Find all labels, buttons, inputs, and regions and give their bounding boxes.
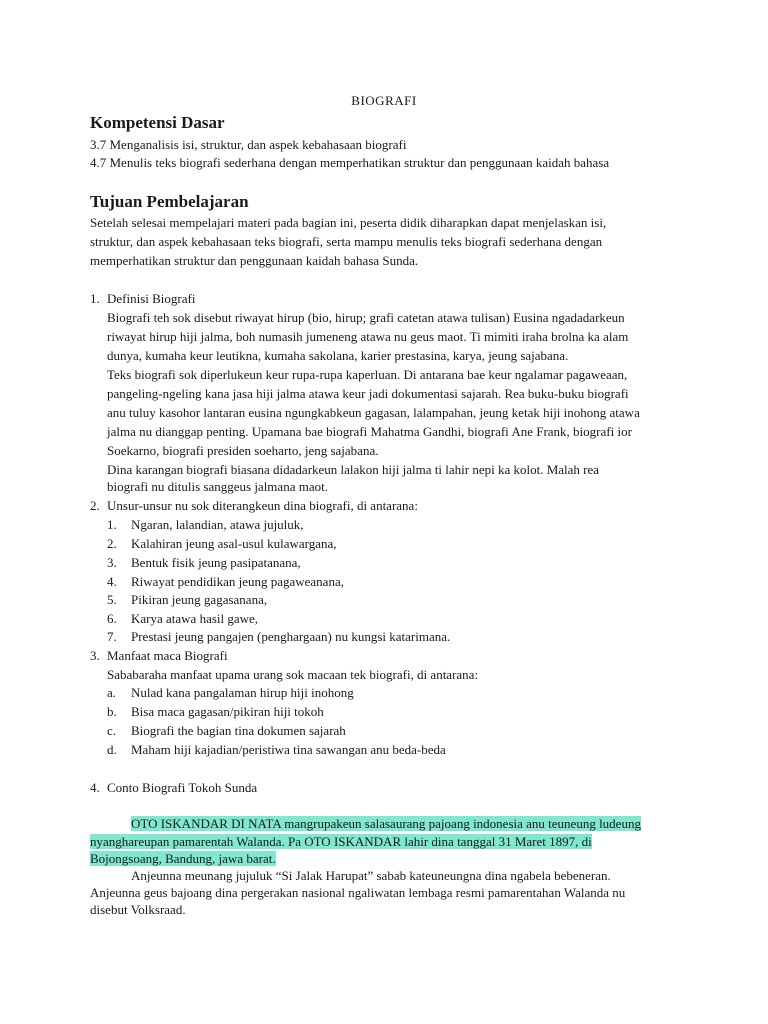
sec1-number: 1. [90, 291, 100, 306]
sec2-item-num: 5. [107, 592, 117, 607]
sec3-item-text: Bisa maca gagasan/pikiran hiji tokoh [131, 704, 324, 719]
kd-item-1: 3.7 Menganalisis isi, struktur, dan aspek kebahasaan biografi [90, 137, 407, 152]
document-title: BIOGRAFI [351, 93, 417, 108]
sec2-item-num: 3. [107, 555, 117, 570]
sec3-item-letter: d. [107, 742, 117, 757]
sec2-item-num: 6. [107, 611, 117, 626]
tujuan-heading: Tujuan Pembelajaran [90, 192, 249, 211]
sec3-title: Manfaat maca Biografi [107, 648, 228, 663]
sec3-item-text: Maham hiji kajadian/peristiwa tina sawangan anu beda-beda [131, 742, 446, 757]
sec2-number: 2. [90, 498, 100, 513]
sec2-item-text: Kalahiran jeung asal-usul kulawargana, [131, 536, 337, 551]
kd-item-2: 4.7 Menulis teks biografi sederhana dengan memperhatikan struktur dan penggunaan kaidah bahasa [90, 155, 610, 170]
sec2-item-text: Ngaran, lalandian, atawa jujuluk, [131, 517, 304, 532]
sec1-line: pangeling-ngeling kana jasa hiji jalma atawa keur jadi dokumentasi sajarah. Rea buku-buku biografi [107, 386, 629, 401]
sec2-item-text: Karya atawa hasil gawe, [131, 611, 259, 626]
story-highlight-line: OTO ISKANDAR DI NATA mangrupakeun salasaurang pajoang indonesia anu teuneung ludeung [131, 816, 641, 831]
story-highlight-line: nyanghareupan pamarentah Walanda. Pa OTO ISKANDAR lahir dina tanggal 31 Maret 1897, di [90, 834, 592, 849]
sec1-line: Soekarno, biografi presiden soeharto, jeng sajabana. [107, 443, 379, 458]
story-line: disebut Volksraad. [90, 902, 186, 917]
sec3-item-letter: c. [107, 723, 117, 738]
sec2-title: Unsur-unsur nu sok diterangkeun dina biografi, di antarana: [107, 498, 418, 513]
sec2-item-text: Pikiran jeung gagasanana, [131, 592, 268, 607]
sec3-item-text: Biografi the bagian tina dokumen sajarah [131, 723, 346, 738]
sec2-item-text: Bentuk fisik jeung pasipatanana, [131, 555, 301, 570]
sec2-item-num: 4. [107, 574, 117, 589]
sec3-item-letter: a. [107, 685, 117, 700]
sec2-item-num: 1. [107, 517, 117, 532]
sec3-number: 3. [90, 648, 100, 663]
sec3-item-text: Nulad kana pangalaman hirup hiji inohong [131, 685, 354, 700]
story-line: Anjeunna geus bajoang dina pergerakan nasional ngaliwatan lembaga resmi pamarentahan Walanda nu [90, 885, 626, 900]
sec3-item-letter: b. [107, 704, 117, 719]
sec2-item-text: Prestasi jeung pangajen (penghargaan) nu kungsi katarimana. [131, 629, 451, 644]
sec1-line: Teks biografi sok diperlukeun keur rupa-rupa kaperluan. Di antarana bae keur ngalamar pagaweaan, [107, 367, 628, 382]
tp-line-3: memperhatikan struktur dan penggunaan kaidah bahasa Sunda. [90, 253, 419, 268]
sec1-line: anu tuluy kasohor lantaran eusina ngungkabkeun gagasan, lalampahan, jeung ketak hiji inohong atawa [107, 405, 640, 420]
sec4-number: 4. [90, 780, 100, 795]
tp-line-1: Setelah selesai mempelajari materi pada bagian ini, peserta didik diharapkan dapat menjelaskan isi, [90, 215, 607, 230]
story-line: Anjeunna meunang jujuluk “Si Jalak Harupat” sabab kateuneungna dina ngabela bebeneran. [131, 868, 611, 883]
sec1-title: Definisi Biografi [107, 291, 196, 306]
sec2-item-text: Riwayat pendidikan jeung pagaweanana, [131, 574, 344, 589]
sec1-line: dunya, kumaha keur leutikna, kumaha sakolana, karier prestasina, karya, jeung sajabana. [107, 348, 569, 363]
kompetensi-heading: Kompetensi Dasar [90, 113, 225, 132]
sec1-line: jalma nu dianggap penting. Upamana bae biografi Mahatma Gandhi, biografi Ane Frank, biografi ior [107, 424, 632, 439]
story-highlight-line: Bojongsoang, Bandung, jawa barat. [90, 851, 276, 866]
tp-line-2: struktur, dan aspek kebahasaan teks biografi, serta mampu menulis teks biografi sederhana dengan [90, 234, 603, 249]
sec1-line: riwayat hirup hiji jalma, boh numasih jumeneng atawa nu geus maot. Ti mimiti iraha brolna ka alam [107, 329, 629, 344]
sec1-line: Dina karangan biografi biasana didadarkeun lalakon hiji jalma ti lahir nepi ka kolot. Malah rea [107, 462, 600, 477]
sec3-intro: Sababaraha manfaat upama urang sok macaan tek biografi, di antarana: [107, 667, 479, 682]
sec2-item-num: 2. [107, 536, 117, 551]
sec4-title: Conto Biografi Tokoh Sunda [107, 780, 258, 795]
sec1-line: biografi nu ditulis sanggeus jalmana maot. [107, 479, 328, 494]
sec2-item-num: 7. [107, 629, 117, 644]
sec1-line: Biografi teh sok disebut riwayat hirup (bio, hirup; grafi catetan atawa tulisan) Eusina ngadadarkeun [107, 310, 625, 325]
